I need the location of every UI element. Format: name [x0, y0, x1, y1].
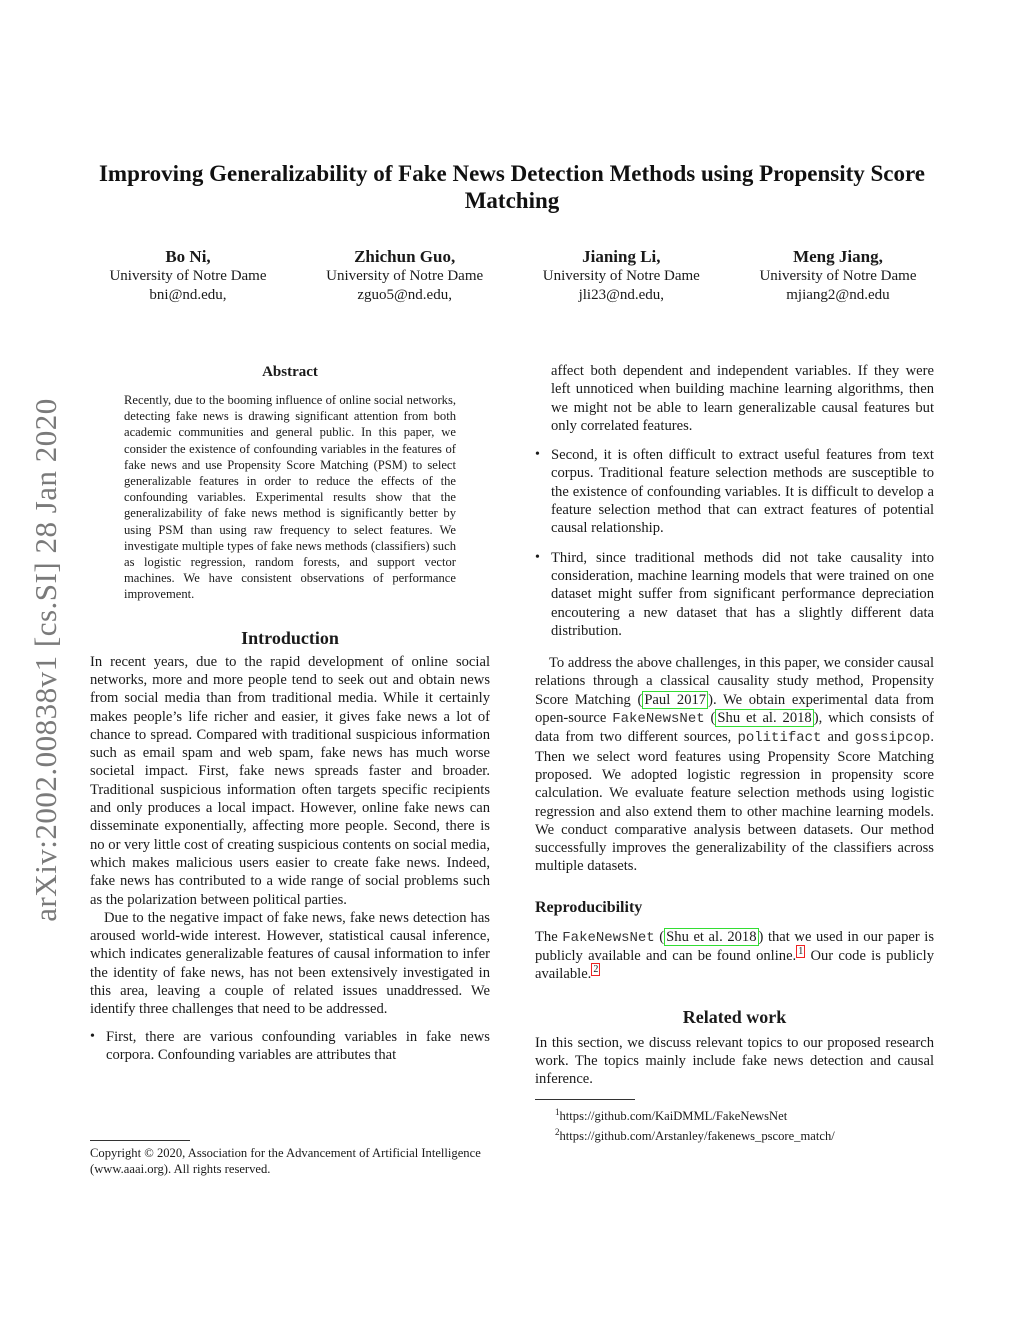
arxiv-stamp: [26, 375, 66, 945]
copyright-notice: Copyright © 2020, Association for the Advancement of Artificial Intelligence (www.aaai.org). All rights reserved.: [90, 1146, 481, 1176]
abstract-text: Recently, due to the booming influence of online social networks, detecting fake news is drawing significant attention from both academic communities and general public. In this paper, we consider the existence of confounding variables in the features of fake news and use Propensity Score Matching (PSM) to select generalizable features in order to reduce the effects of the confounding variables. Experimental results show that the generalizability of fake news method is significantly better by using PSM than using raw frequency to select features. We investigate multiple types of fake news methods (classifiers) such as logistic regression, random forests, and support vector machines. We have consistent observations of performance improvement.: [124, 393, 456, 602]
footnote-1: [535, 1104, 934, 1124]
challenge-item-3: • Third, since traditional methods did not take causality into consideration, machine learning models that were trained on one dataset might suffer from significant performance depreciation encoutering a new dataset that has a slightly different data distribution.: [535, 549, 934, 640]
citation-link-shu-2018[interactable]: Shu et al. 2018: [666, 928, 757, 945]
intro-paragraph-1: In recent years, due to the rapid development of online social networks, more and more people tend to seek out and obtain news from social media than from traditional media. While it certainly makes people’s life richer and easier, it gives fake news a lot of chance to spread. Compared with traditional suspicious information such as email spam and web spam, fake news has much worse societal impact. First, fake news spreads faster and broader. Traditional suspicious information often targets specific recipients and only produces a local impact. However, online fake news can disseminate exponentially, affecting more people. Second, there is no or very little cost of creating suspicious contents on social media, which makes malicious users easier to create fake news. Indeed, fake news has contributed to a wide range of social problems such as the polarization between political parties.: [90, 653, 490, 908]
author-name: Bo Ni,: [165, 247, 211, 266]
footnote-link-2[interactable]: 2: [593, 964, 599, 976]
footnote-number: 2: [555, 1126, 560, 1137]
footnote-url[interactable]: https://github.com/KaiDMML/FakeNewsNet: [559, 1108, 788, 1123]
text-run: . Then we select word features using Propensity Score Matching proposed. We adopted logistic regression in propensity score calculation. We evaluate feature selection methods using logistic regression and also extend them to other machine learning models. We conduct comparative analysis between datasets. Our method successfully improves the generalizability of the classifiers across multiple datasets.: [535, 729, 934, 875]
author-email: zguo5@nd.edu,: [357, 287, 452, 303]
challenge-item-1-text: affect both dependent and independent variables. If they were left unnoticed when building machine learning algorithms, then we might not be able to learn generalizable causal features but only correlated features.: [551, 363, 934, 434]
text-run: To address the above challenges, in this paper, we consider causal relations through a classical causality study method, Propensity Score Matching (: [535, 655, 934, 708]
footnote-number: 1: [555, 1106, 560, 1117]
challenge-item-2: • Second, it is often difficult to extract useful features from text corpus. Traditional feature selection methods are susceptible to the existence of confounding variables. It is difficult to develop a feature selection method that can extract features of potential causal relationship.: [535, 446, 934, 537]
introduction-heading: Introduction: [241, 627, 339, 648]
right-column: [535, 362, 934, 1144]
intro-paragraph-2: Due to the negative impact of fake news, fake news detection has aroused world-wide interest. However, statistical causal inference, which indicates generalizable features of causal information to infer the identity of fake news, has not been extensively investigated in this area, leaving a couple of related issues unaddressed. We identify three challenges that need to be addressed.: [90, 909, 490, 1018]
abstract-heading: Abstract: [262, 364, 318, 380]
author-affiliation: University of Notre Dame: [542, 268, 700, 284]
challenges-list-continued: [535, 362, 934, 435]
text-run: ) that we used in our paper is publicly available and can be found online.: [535, 928, 935, 965]
author-affiliation: University of Notre Dame: [759, 268, 917, 284]
related-work-heading: Related work: [682, 1006, 787, 1027]
dataset-name-fakenewsnet: FakeNewsNet: [562, 929, 655, 946]
challenges-list-2: [535, 446, 934, 537]
text-run: and: [821, 729, 855, 746]
dataset-name-gossipcop: gossipcop: [854, 730, 931, 747]
footnotes-block: [535, 1099, 934, 1144]
dataset-name-politifact: politifact: [737, 730, 822, 747]
author-affiliation: University of Notre Dame: [326, 268, 484, 284]
text-run: ). We obtain experimental data from open-source: [535, 691, 934, 727]
author-email: jli23@nd.edu,: [578, 287, 665, 303]
intro-paragraph-3: [535, 654, 934, 876]
left-column: [90, 362, 490, 1176]
author-name: Meng Jiang,: [793, 247, 883, 266]
related-work-paragraph: In this section, we discuss relevant topics to our proposed research work. The topics mainly include fake news detection and causal inference.: [535, 1034, 934, 1088]
footnote-link-1[interactable]: 1: [798, 946, 804, 958]
reproducibility-heading: Reproducibility: [535, 898, 643, 916]
author-block: [521, 246, 721, 305]
reproducibility-paragraph: [535, 928, 934, 984]
challenges-list: [90, 1028, 490, 1065]
challenges-list-3: [535, 549, 934, 640]
text-run: ), which consists of data from two different sources,: [535, 710, 934, 746]
challenge-item-1-continued: [535, 362, 934, 435]
author-affiliation: University of Notre Dame: [109, 268, 267, 284]
citation-link-paul-2017[interactable]: Paul 2017: [644, 691, 707, 708]
dataset-name-fakenewsnet: FakeNewsNet: [612, 711, 705, 728]
challenge-item-1: • First, there are various confounding variables in fake news corpora. Confounding variables are attributes that: [90, 1028, 490, 1065]
author-email: bni@nd.edu,: [149, 287, 227, 303]
footnote-divider: [535, 1099, 635, 1100]
arxiv-id-text: arXiv:2002.00838v1 [cs.SI] 28 Jan 2020: [28, 398, 63, 922]
footnote-url[interactable]: https://github.com/Arstanley/fakenews_pscore_match/: [559, 1128, 835, 1143]
copyright-block: [90, 1140, 490, 1177]
author-block: [88, 246, 288, 305]
author-list: [88, 246, 938, 305]
citation-link-shu-2018[interactable]: Shu et al. 2018: [717, 710, 812, 727]
text-run: (: [704, 710, 716, 727]
author-name: Jianing Li,: [582, 247, 661, 266]
footnote-2: [535, 1124, 934, 1144]
text-run: The: [535, 928, 563, 945]
author-email: mjiang2@nd.edu: [786, 287, 890, 303]
footnote-divider: [90, 1140, 190, 1141]
text-run: Our code is publicly available.: [535, 948, 934, 983]
author-name: Zhichun Guo,: [354, 247, 456, 266]
author-block: [738, 246, 938, 305]
paper-title: Improving Generalizability of Fake News Detection Methods using Propensity Score Matching: [98, 161, 926, 213]
text-run: (: [654, 928, 665, 945]
author-block: [305, 246, 505, 305]
